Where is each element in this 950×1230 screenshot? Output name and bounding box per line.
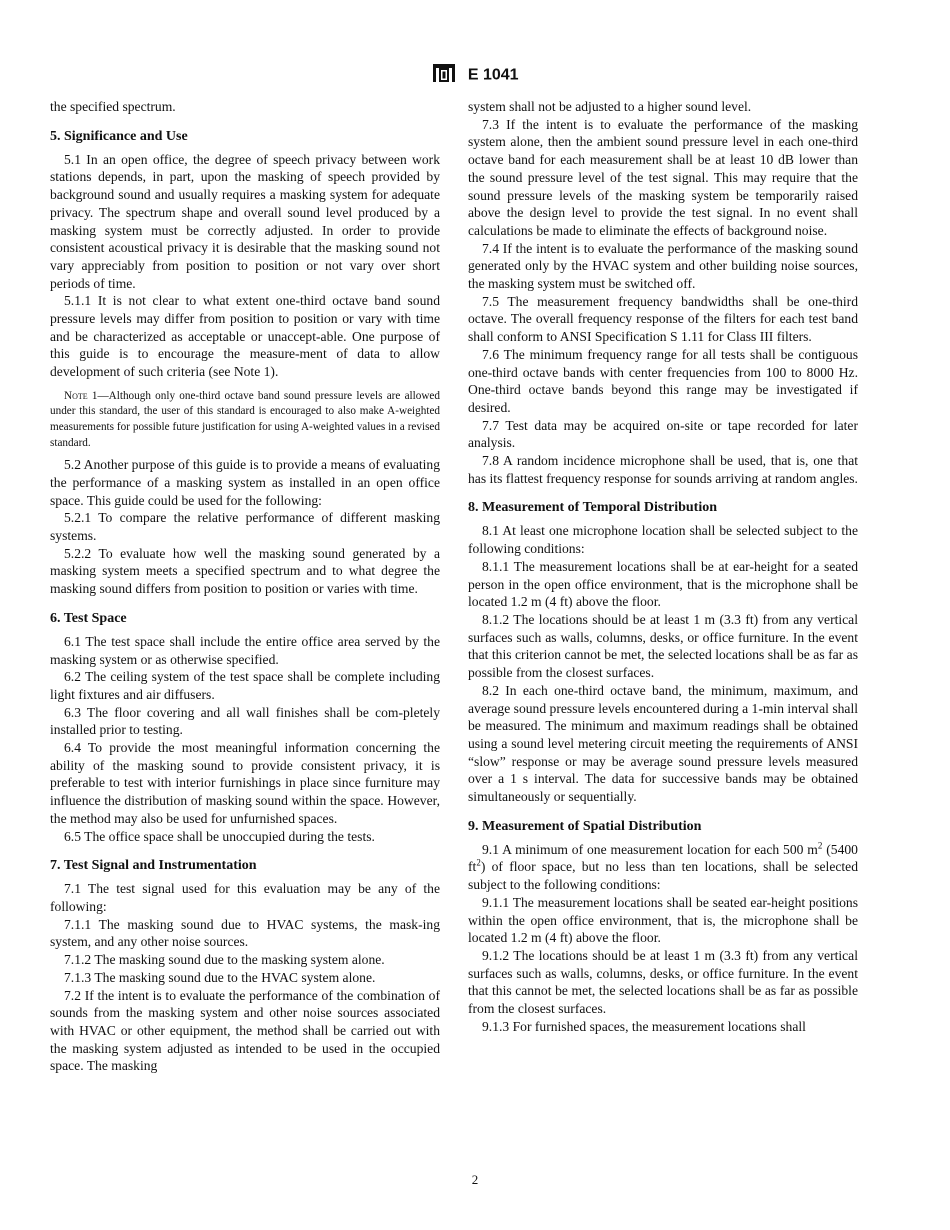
paragraph-9-1 [468, 841, 858, 894]
paragraph: system shall not be adjusted to a higher sound level. [468, 99, 752, 114]
note-1 [50, 389, 440, 451]
paragraph-7-1-1: 7.1.1 The masking sound due to HVAC systems, the mask-ing system, and any other noise sources. [50, 916, 440, 950]
section-heading-6: 6. Test Space [50, 610, 127, 626]
paragraph-5-2: 5.2 Another purpose of this guide is to provide a means of evaluating the performance of a masking system as installed in an open office space. This guide could be used for the following: [50, 457, 440, 508]
paragraph-8-1-1: 8.1.1 The measurement locations shall be at ear-height for a seated person in the open office environment, that is the microphone shall be located 1.2 m (4 ft) above the floor. [468, 558, 858, 610]
section-heading-8: 8. Measurement of Temporal Distribution [468, 500, 718, 516]
paragraph-7-1-3: 7.1.3 The masking sound due to the HVAC system alone. [64, 969, 376, 985]
paragraph-6-2: 6.2 The ceiling system of the test space shall be complete including light fixtures and air diffusers. [50, 669, 440, 702]
paragraph-7-5: 7.5 The measurement frequency bandwidths shall be one-third octave. The overall frequency response of the filters for each test band shall conform to ANSI Specification S 1.11 for Class III filters. [468, 293, 858, 345]
paragraph-7-7: 7.7 Test data may be acquired on-site or tape recorded for later analysis. [468, 417, 858, 451]
right-column [468, 98, 858, 1035]
paragraph-6-5: 6.5 The office space shall be unoccupied during the tests. [64, 828, 375, 844]
page-number: 2 [471, 1172, 479, 1187]
paragraph-7-4: 7.4 If the intent is to evaluate the performance of the masking sound generated only by the HVAC system and other building noise sources, the masking system must be switched off. [468, 240, 858, 292]
paragraph-7-1: 7.1 The test signal used for this evaluation may be any of the following: [50, 881, 440, 914]
designation: E 1041 [467, 66, 519, 84]
paragraph-7-8: 7.8 A random incidence microphone shall be used, that is, one that has its flattest frequency response for sounds arriving at random angles. [468, 453, 858, 486]
paragraph-7-1-2: 7.1.2 The masking sound due to the masking system alone. [64, 952, 385, 968]
paragraph-9-1-3: 9.1.3 For furnished spaces, the measurement locations shall [482, 1018, 806, 1034]
paragraph: the specified spectrum. [50, 99, 176, 114]
section-heading-9: 9. Measurement of Spatial Distribution [468, 818, 702, 834]
paragraph-9-1-2: 9.1.2 The locations should be at least 1 m (3.3 ft) from any vertical surfaces such as walls, columns, desks, or office furniture. In the event that this cannot be met, the selected locations shall be as far as possible from the closest surfaces. [468, 947, 858, 1017]
superscript: 2 [476, 857, 481, 868]
astm-logo-icon [431, 62, 457, 89]
paragraph-9-1-1: 9.1.1 The measurement locations shall be seated ear-height positions within the open office environment, that is, the microphone shall be located 1.2 m (4 ft) above the floor. [468, 894, 858, 946]
paragraph-7-6: 7.6 The minimum frequency range for all tests shall be contiguous one-third octave bands with center frequencies from 100 to 8000 Hz. One-third octave bands beyond this range may be investigated if desired. [468, 346, 858, 415]
text-run: ) of floor space, but no less than ten locations, shall be selected subject to the following conditions: [468, 859, 858, 893]
text-run: (5400 ft [468, 841, 858, 875]
page-header [0, 62, 950, 89]
paragraph-5-2-2: 5.2.2 To evaluate how well the masking sound generated by a masking system meets a specified spectrum and to what degree the masking sound differs from position to position or varies with time. [50, 545, 440, 597]
paragraph-7-3: 7.3 If the intent is to evaluate the performance of the masking system alone, then the ambient sound pressure level in each one-third octave band for each measurement shall be at least 10 dB lower than the sound pressure level of the test signal. This may require that the sound pressure levels of the masking system be temporarily raised above the design level to provide the test signal. In no event shall calculations be made to eliminate the effects of background noise. [468, 116, 858, 238]
left-column [50, 98, 440, 1075]
section-heading-7: 7. Test Signal and Instrumentation [50, 858, 257, 874]
text-run: 9.1 A minimum of one measurement location for each 500 m [482, 841, 818, 857]
paragraph-6-1: 6.1 The test space shall include the entire office area served by the masking system or as otherwise specified. [50, 633, 440, 667]
paragraph-8-1-2: 8.1.2 The locations should be at least 1 m (3.3 ft) from any vertical surfaces such as walls, columns, desks, or office furniture. In the event that this criterion cannot be met, the selected locations shall be as far as possible from the closest surfaces. [468, 611, 858, 681]
paragraph-8-2: 8.2 In each one-third octave band, the minimum, maximum, and average sound pressure levels encountered during a 1-min interval shall be measured. The minimum and maximum readings shall be obtained using a sound level metering circuit meeting the requirements of ANSI “slow” response or may be average sound pressure levels measured over a 1 s interval. The data for successive bands may be obtained simultaneously or sequentially. [468, 682, 858, 805]
paragraph-5-2-1: 5.2.1 To compare the relative performance of different masking systems. [50, 510, 440, 544]
note-label: Note 1 [64, 389, 98, 402]
paragraph-6-3: 6.3 The floor covering and all wall finishes shall be com-pletely installed prior to testing. [50, 704, 440, 738]
superscript: 2 [817, 840, 823, 851]
section-heading-5: 5. Significance and Use [50, 128, 188, 144]
paragraph-5-1-1: 5.1.1 It is not clear to what extent one-third octave band sound pressure levels may differ from position to position or vary with time and be characterized as acceptable or unaccept-able. One purpose of this guide is to encourage the measure-ment of data to allow development of such criteria (see Note 1). [50, 293, 440, 380]
paragraph-8-1: 8.1 At least one microphone location shall be selected subject to the following conditions: [468, 523, 858, 557]
paragraph-6-4: 6.4 To provide the most meaningful information concerning the ability of the masking sound to provide consistent privacy, it is preferable to test with interior furnishings in place since furniture may influence the distribution of masking sound within the space. However, the method may also be used for unfurnished spaces. [50, 740, 440, 826]
note-text: —Although only one-third octave band sound pressure levels are allowed under this standard, the user of this standard is encouraged to also make A-weighted measurements for possible future justification for using A-weighted values in a revised standard. [50, 389, 440, 449]
paragraph-5-1: 5.1 In an open office, the degree of speech privacy between work stations depends, in part, upon the masking of speech provided by background sound and usually requires a masking system for adequate privacy. The spectrum shape and overall sound level produced by a masking system must be correctly adjusted. In order to provide consistent acoustical privacy it is desirable that the masking sound not vary appreciably from position to position or not vary over short periods of time. [50, 151, 440, 291]
paragraph-7-2: 7.2 If the intent is to evaluate the performance of the combination of sounds from the masking system and other noise sources associated with HVAC or other equipment, the method shall be carried out with the masking system adjusted as intended to be used in the occupied space. The masking [50, 987, 440, 1074]
